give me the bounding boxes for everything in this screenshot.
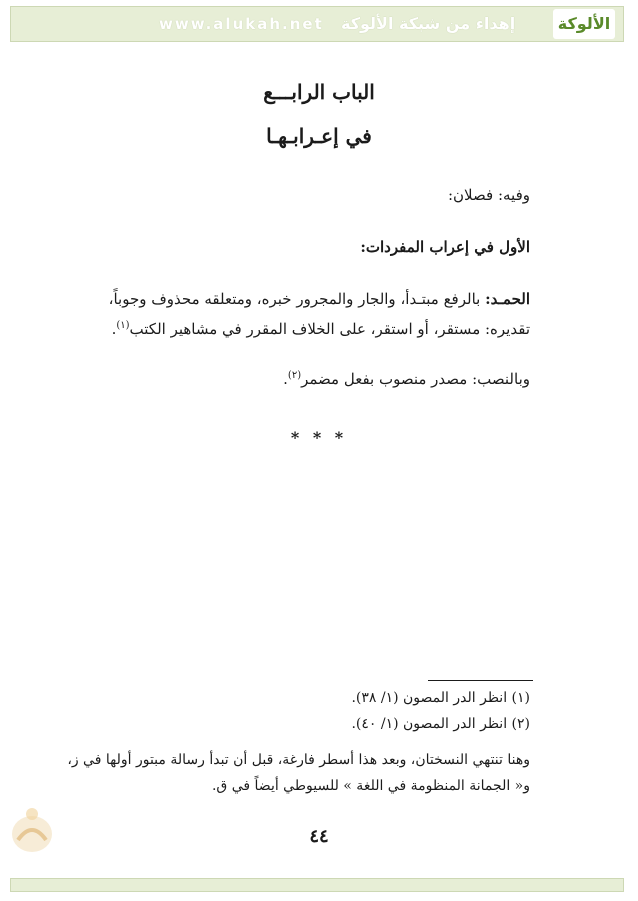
section-separator: * * * — [290, 428, 348, 447]
watermark-logo-icon — [8, 800, 56, 860]
footnote-divider — [428, 680, 533, 681]
paragraph-line-3-text: وبالنصب: مصدر منصوب بفعل مضمر — [301, 370, 530, 388]
paragraph-line-2-end: . — [111, 320, 117, 338]
paragraph-line-2 — [100, 320, 530, 338]
alukah-logo: الألوكة — [553, 9, 615, 39]
paragraph-line-3-end: . — [283, 370, 288, 388]
lemma-word: الحمـد: — [485, 290, 530, 308]
editor-note-line-1: وهنا تنتهي النسختان، وبعد هذا أسطر فارغة، قبل أن تبدأ رسالة مبتور أولها في ز، — [67, 752, 530, 768]
section-heading: الأول في إعراب المفردات: — [360, 238, 530, 256]
footnote-2: (٢) انظر الدر المصون (١/ ٤٠). — [351, 716, 530, 732]
page-number: ٤٤ — [309, 826, 329, 847]
top-banner — [10, 6, 624, 42]
chapter-title: الباب الرابـــع — [263, 80, 375, 104]
footnote-ref-1[interactable]: (١) — [116, 320, 130, 331]
paragraph-line-2-text: تقديره: مستقر، أو استقر، على الخلاف المقرر في مشاهير الكتب — [129, 320, 530, 338]
footnote-ref-2[interactable]: (٢) — [287, 370, 302, 381]
chapter-subtitle: في إعـرابـهـا — [266, 124, 372, 148]
editor-note-line-2: و« الجمانة المنظومة في اللغة » للسيوطي أيضاً في ق. — [211, 778, 530, 794]
paragraph-line-3 — [100, 370, 530, 388]
intro-line: وفيه: فصلان: — [447, 186, 530, 204]
footnote-1: (١) انظر الدر المصون (١/ ٣٨). — [351, 690, 530, 706]
paragraph-line-1 — [100, 290, 530, 308]
paragraph-line-1-text: بالرفع مبتـدأ، والجار والمجرور خبره، ومتعلقه محذوف وجوباً، — [108, 290, 486, 308]
bottom-strip — [10, 878, 624, 892]
site-url[interactable]: www.alukah.net — [159, 15, 324, 33]
gift-text: إهداء من شبكة الألوكة — [341, 14, 516, 33]
